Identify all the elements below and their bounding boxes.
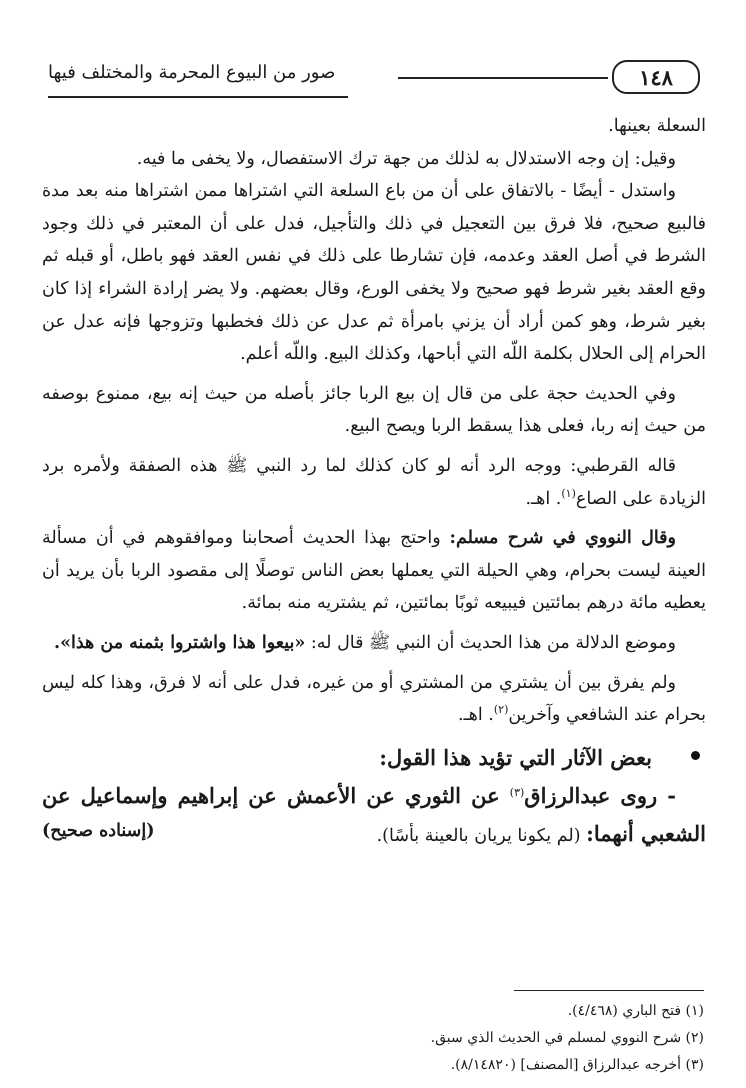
footnote-3: (٣) أخرجه عبدالرزاق [المصنف] (٨/١٤٨٢٠). [450,1057,704,1073]
paragraph-6 [42,522,706,620]
bullet-text: بعض الآثار التي تؤيد هذا القول: [379,744,652,770]
running-title: صور من البيوع المحرمة والمختلف فيها [48,62,336,83]
nawawi-heading: وقال النووي في شرح مسلم: [449,528,676,549]
paragraph-1: السعلة بعينها. [608,116,706,136]
page-number: ١٤٨ [639,64,673,90]
athar-chain: - روى عبدالرزاق [524,782,676,808]
footnote-2: (٢) شرح النووي لمسلم في الحديث الذي سبق. [430,1030,704,1046]
main-text [42,110,706,853]
header-underline [48,96,348,98]
athar-quote: (لم يكونا يريان بالعينة بأسًا). [376,825,587,846]
isnad-grade: (إسناده صحيح) [42,820,155,841]
page-number-badge [612,60,700,94]
nawawi-text: واحتج بهذا الحديث أصحابنا وموافقوهم في أن مسألة العينة ليست بحرام، وهي الحيلة التي يعملها بعض الناس توصلًا إلى مقصود الربا بأن يريد أن يعطيه مائة درهم بمائتين فيبيعه ثوبًا بمائتين، ثم يشتريه منه بمائة. [42,528,706,614]
farq-end: . اهـ. [457,705,494,726]
paragraph-7 [42,627,706,660]
footnotes [40,998,704,1079]
qurtubi-text: قاله القرطبي: ووجه الرد أنه لو كان كذلك لما رد النبي ﷺ هذه الصفقة ولأمره برد الزيادة على الصاع [42,455,706,509]
paragraph-5 [42,450,706,515]
farq-text: ولم يفرق بين أن يشتري من المشتري أو من غيره، فدل على أنه لا فرق، وهذا كله ليس بحرام عند الشافعي وآخرين [42,672,706,726]
footnote-ref-2: (٢) [493,703,509,717]
paragraph-9 [42,777,706,853]
athar-chain-rest: عن الثوري عن الأعمش عن إبراهيم وإسماعيل عن الشعبي أنهما: [42,782,706,846]
dalala-text: وموضع الدلالة من هذا الحديث أن النبي ﷺ قال له: [305,632,676,653]
footnote-ref-1: (١) [561,486,576,500]
footnote-ref-3: (٣) [509,785,525,799]
paragraph-4: وفي الحديث حجة على من قال إن بيع الربا جائز بأصله من حيث إنه بيع، ممنوع بوصفه من حيث إنه ربا، فعلى هذا يسقط الربا ويصح البيع. [42,383,706,437]
qurtubi-end: . اهـ. [525,488,562,509]
page-header [48,58,700,98]
bullet-heading [42,739,706,777]
hadith-quote: «بيعوا هذا واشتروا بثمنه من هذا». [53,632,306,653]
header-rule [398,77,608,79]
paragraph-2: وقيل: إن وجه الاستدلال به لذلك من جهة ترك الاستفصال، ولا يخفى ما فيه. [136,148,676,169]
paragraph-3: واستدل - أيضًا - بالاتفاق على أن من باع السلعة التي اشتراها ممن اشتراها منه بعد مدة فالبيع صحيح، فلا فرق بين التعجيل في ذلك والتأجيل، فدل على أن المعتبر في ذلك وجود الشرط في أصل العقد وعدمه، فإن تشارطا على ذلك في نفس العقد فهو باطل، أو قبله ثم وقع العقد بغير شرط فهو صحيح ولا يخفى الورع، وقال بعضهم. ولا يضر إرادة الشراء إذا كان بغير شرط، وهو كمن أراد أن يزني بامرأة ثم عدل عن ذلك فخطبها وتزوجها فإنه عدل عن الحرام إلى الحلال بكلمة اللّه التي أباحها، وكذلك البيع. واللّه أعلم. [42,181,706,365]
bullet-icon [691,751,700,760]
paragraph-8 [42,667,706,732]
footnote-1: (١) فتح الباري (٤/٤٦٨). [567,1003,704,1019]
footnote-separator [514,990,704,991]
